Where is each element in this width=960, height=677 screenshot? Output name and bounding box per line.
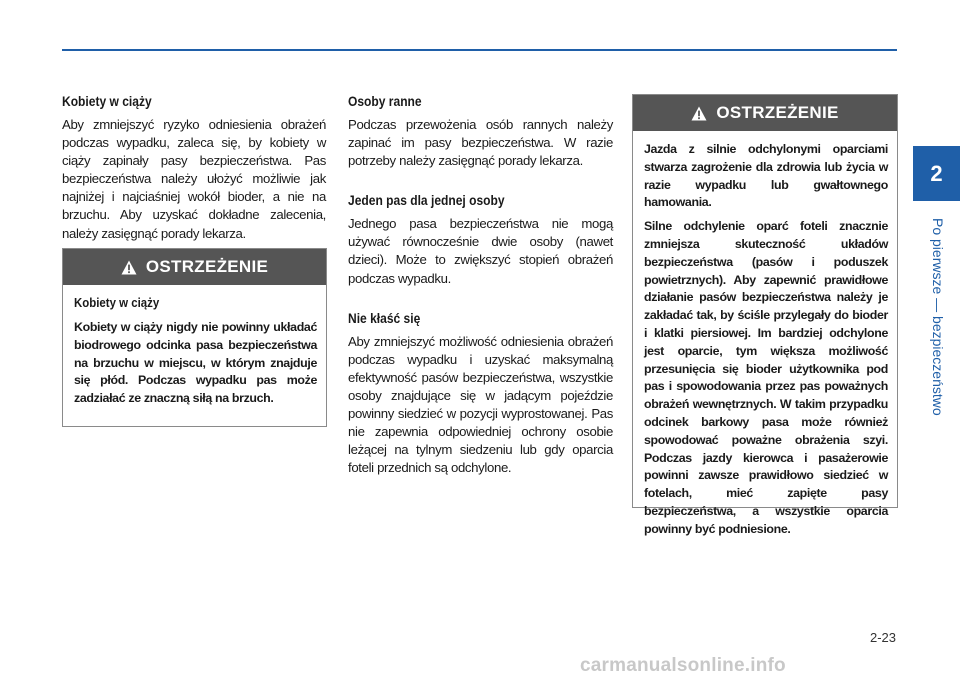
warning-paragraph: Silne odchylenie oparć foteli znacznie zmniejsza skuteczność układów bezpieczeństwa (pasów i poduszek powietrznych). Aby zapewnić prawidłowe działanie pasów bezpieczeństwa należy je zakładać tak, by ściśle przylegały do bioder i klatki piersiowej. Im bardziej odchylone jest oparcie, tym większa możliwość przesunięcia się bioder użytkownika pod pas i spowodowania przez pas poważnych obrażeń wewnętrznych. W takim przypadku odcinek barkowy pasa może również spowodować poważne obrażenia szyi. Podczas jazdy kierowca i pasażerowie powinni zawsze prawidłowo siedzieć w fotelach, mieć zapięte pasy bezpieczeństwa, a wszystkie oparcia powinny być podniesione. — [644, 219, 888, 536]
top-rule — [62, 49, 897, 51]
chapter-side-title: Po pierwsze — bezpieczeństwo — [930, 218, 946, 416]
section-body-one-belt: Jednego pasa bezpieczeństwa nie mogą używać równocześnie dwie osoby (nawet dzieci). Może to zwiększyć stopień obrażeń podczas wypadku. — [348, 216, 613, 286]
section-heading: Kobiety w ciąży — [62, 93, 152, 109]
column-middle — [348, 93, 613, 477]
section-body: Aby zmniejszyć ryzyko odniesienia obrażeń podczas wypadku, zaleca się, by kobiety w ciąży zapinały pasy bezpieczeństwa. Pas bezpieczeństwa należy ułożyć możliwie jak najniżej i najciaśniej wokół bioder, a nie na brzuchu. Aby uzyskać dokładne zalecenia, należy zasięgnąć porady lekarza. — [62, 117, 326, 241]
section-body-do-not-lie: Aby zmniejszyć możliwość odniesienia obrażeń podczas wypadku i uzyskać maksymalną efektywność pasów bezpieczeństwa, wszystkie osoby znajdujące się w jadącym pojeździe powinny siedzieć w pozycji wyprostowanej. Pas nie zapewnia odpowiedniej ochrony osobie leżącej na tylnym siedzeniu lub gdy oparcia foteli przednich są odchylone. — [348, 333, 613, 476]
warning-header — [63, 249, 326, 285]
warning-triangle-icon — [691, 106, 707, 121]
section-heading-do-not-lie: Nie kłaść się — [348, 309, 421, 326]
warning-title: OSTRZEŻENIE — [716, 103, 839, 122]
column-left — [62, 93, 326, 243]
warning-box-reclined — [632, 94, 898, 536]
section-heading-injured: Osoby ranne — [348, 93, 422, 109]
section-body-injured: Podczas przewożenia osób rannych należy zapinać im pasy bezpieczeństwa. W razie potrzeby należy zasięgnąć porady lekarza. — [348, 117, 613, 169]
chapter-tab: 2 — [913, 146, 960, 201]
warning-triangle-icon — [121, 260, 137, 275]
warning-body — [63, 285, 326, 418]
watermark: carmanualsonline.info — [580, 655, 786, 676]
warning-box-pregnant — [62, 248, 327, 427]
warning-text: Kobiety w ciąży nigdy nie powinny układać biodrowego odcinka pasa bezpieczeństwa na brzuchu w miejscu, w którym znajduje się płód. Podczas wypadku pas może zadziałać ze znaczną siłą na brzuch. — [74, 320, 317, 406]
warning-title: OSTRZEŻENIE — [145, 257, 269, 276]
section-heading-one-belt: Jeden pas dla jednej osoby — [348, 192, 505, 209]
warning-header — [633, 95, 897, 131]
warning-body — [633, 131, 897, 549]
warning-paragraph: Jazda z silnie odchylonymi oparciami stwarza zagrożenie dla zdrowia lub życia w razie wypadku lub gwałtownego hamowania. — [644, 142, 888, 210]
page-number: 2-23 — [869, 630, 896, 645]
warning-subheading: Kobiety w ciąży — [74, 295, 160, 310]
